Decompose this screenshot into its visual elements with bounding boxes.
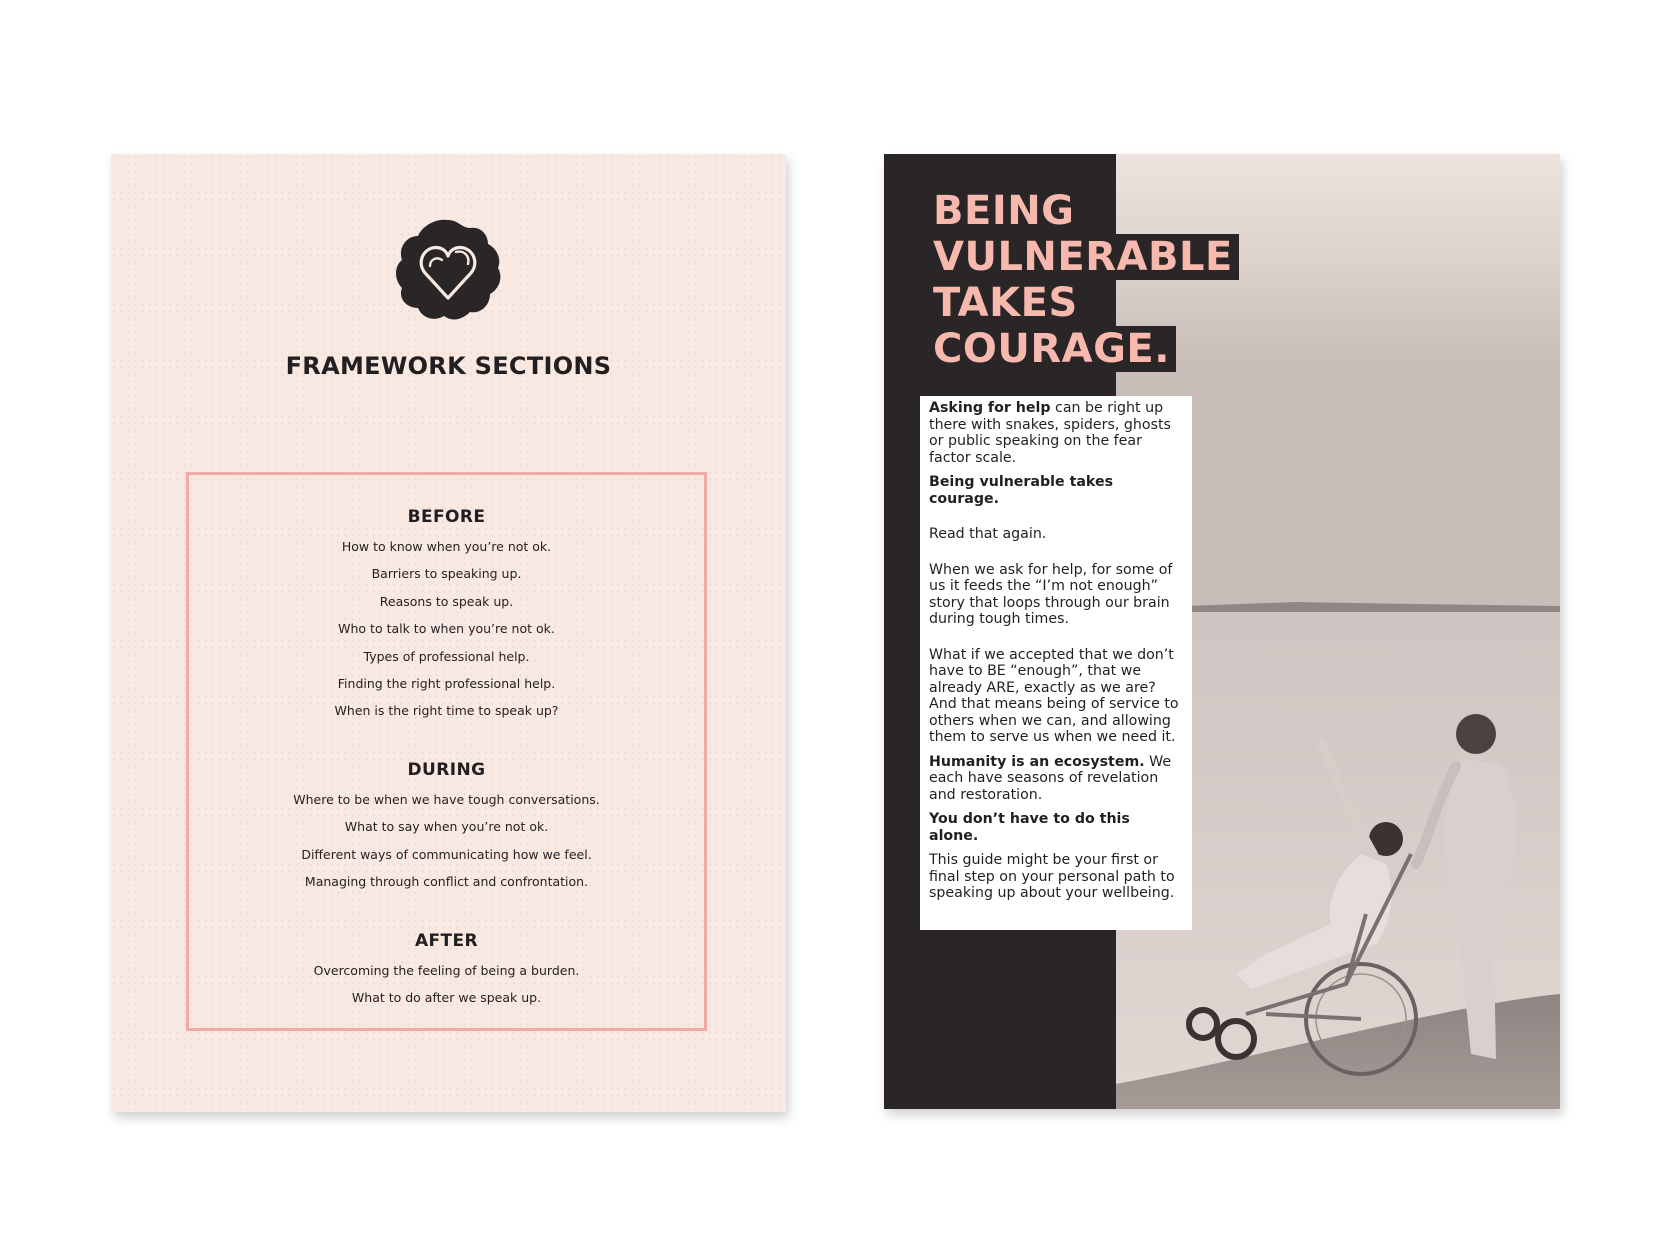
paragraph <box>929 400 1184 466</box>
bold-phrase: Asking for help <box>929 400 1051 416</box>
page-title: FRAMEWORK SECTIONS <box>285 352 612 380</box>
list-item: Who to talk to when you’re not ok. <box>338 621 555 637</box>
heart-badge-icon <box>392 216 504 324</box>
section-heading: BEFORE <box>407 507 486 527</box>
paragraph: Read that again. <box>929 526 1047 542</box>
headline-line: VULNERABLE <box>929 234 1239 280</box>
vulnerability-page <box>884 154 1560 1109</box>
list-item: Reasons to speak up. <box>379 593 514 609</box>
sections-box <box>186 472 707 1031</box>
section-heading: AFTER <box>414 931 479 951</box>
list-item: What to do after we speak up. <box>351 990 542 1006</box>
list-item: How to know when you’re not ok. <box>341 539 552 554</box>
list-item: Different ways of communicating how we feel. <box>301 846 592 862</box>
list-item: Overcoming the feeling of being a burden. <box>313 963 580 978</box>
text-run: We each have seasons of revelation and restoration. <box>929 753 1172 803</box>
paragraph <box>929 811 1184 844</box>
list-item: Where to be when we have tough conversations. <box>293 792 600 807</box>
bold-phrase: Humanity is an ecosystem. <box>929 753 1145 770</box>
section-before <box>189 507 704 731</box>
list-item: Types of professional help. <box>363 648 530 664</box>
text-run: can be right up there with snakes, spiders, ghosts or public speaking on the fear factor scale. <box>929 400 1171 466</box>
section-after <box>189 931 704 1018</box>
paragraph: When we ask for help, for some of us it feeds the “I’m not enough” story that loops through our brain during tough times. <box>929 561 1173 627</box>
paragraph: This guide might be your first or final step on your personal path to speaking up about your wellbeing. <box>929 852 1175 901</box>
paragraph: What if we accepted that we don’t have to BE “enough”, that we already ARE, exactly as we are? And that means being of service to others when we can, and allowing them to serve us when we need it. <box>929 646 1179 745</box>
list-item: Managing through conflict and confrontation. <box>304 874 589 890</box>
headline <box>929 188 1239 372</box>
list-item: Barriers to speaking up. <box>371 566 522 582</box>
list-item: Finding the right professional help. <box>337 675 556 691</box>
paragraph <box>929 474 1184 507</box>
headline-line: TAKES <box>929 280 1084 326</box>
paragraph <box>929 754 1184 804</box>
body-text-card <box>920 396 1192 930</box>
section-during <box>189 760 704 902</box>
list-item: When is the right time to speak up? <box>334 703 559 719</box>
framework-sections-page <box>111 154 786 1112</box>
list-item: What to say when you’re not ok. <box>344 819 549 835</box>
section-heading: DURING <box>407 760 486 780</box>
bold-phrase: Being vulnerable takes courage. <box>929 474 1114 507</box>
headline-line: COURAGE. <box>929 326 1176 372</box>
bold-phrase: You don’t have to do this alone. <box>929 811 1130 844</box>
headline-line: BEING <box>929 188 1081 234</box>
